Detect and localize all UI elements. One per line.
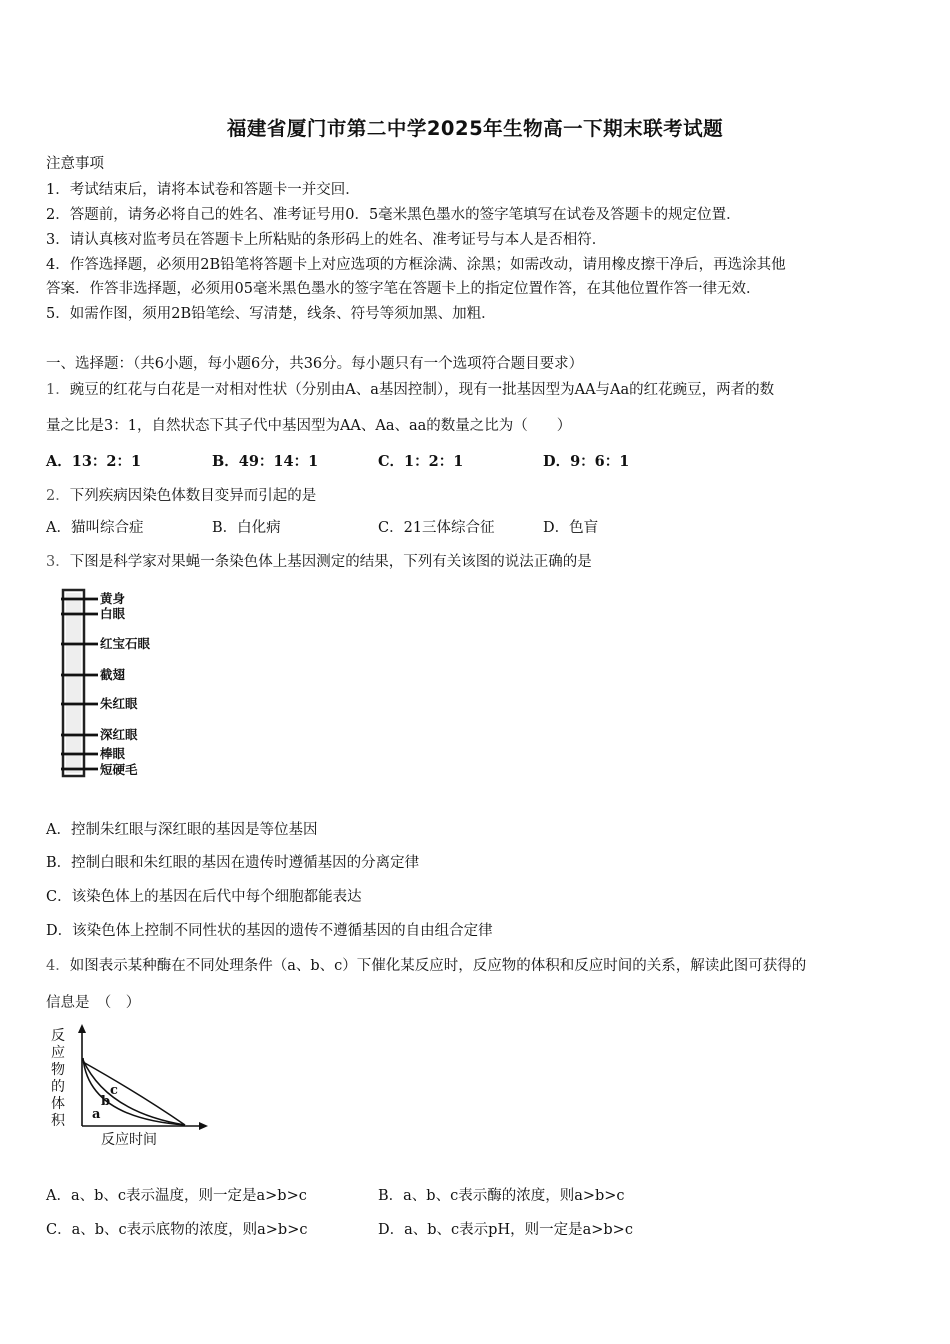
notice-heading: 注意事项: [46, 156, 104, 172]
y-axis-arrow-icon: [78, 1024, 86, 1033]
q2-option-d[interactable]: D．色盲: [543, 520, 599, 536]
gene-label: 截翅: [100, 667, 126, 682]
q4-option-c[interactable]: C．a、b、c表示底物的浓度，则a>b>c: [46, 1222, 308, 1238]
q3-option-b[interactable]: B．控制白眼和朱红眼的基因在遗传时遵循基因的分离定律: [46, 855, 420, 871]
y-axis-label-char: 积: [51, 1113, 65, 1129]
y-axis-label-char: 应: [51, 1045, 65, 1061]
section-heading: 一、选择题：（共6小题，每小题6分，共36分。每小题只有一个选项符合题目要求）: [46, 356, 584, 372]
q3-option-d[interactable]: D．该染色体上控制不同性状的基因的遗传不遵循基因的自由组合定律: [46, 923, 493, 939]
question-text: 下图是科学家对果蝇一条染色体上基因测定的结果，下列有关该图的说法正确的是: [69, 554, 592, 570]
q3-option-a[interactable]: A．控制朱红眼与深红眼的基因是等位基因: [46, 822, 318, 838]
curve-label-a: a: [92, 1107, 101, 1122]
chromosome-figure: [55, 585, 185, 780]
notice-line-5: 答案．作答非选择题，必须用05毫米黑色墨水的签字笔在答题卡上的指定位置作答，在其他位置作答一律无效．: [46, 281, 761, 297]
gene-label: 短硬毛: [100, 762, 138, 777]
y-axis-label-char: 的: [51, 1079, 65, 1095]
question-number: 2．: [46, 488, 70, 504]
question-number: 4．: [46, 958, 70, 974]
enzyme-reaction-graph: [45, 1022, 215, 1152]
y-axis-label-char: 物: [51, 1062, 65, 1078]
notice-line-4: 4．作答选择题，必须用2B铅笔将答题卡上对应选项的方框涂满、涂黑；如需改动，请用橡皮擦干净后，再选涂其他: [46, 257, 786, 273]
y-axis-label-char: 反: [51, 1028, 65, 1044]
question-3: [46, 550, 592, 571]
y-axis-label-char: 体: [51, 1096, 65, 1112]
question-4-line-2: 信息是 （ ）: [46, 995, 141, 1011]
q4-option-a[interactable]: A．a、b、c表示温度，则一定是a>b>c: [46, 1188, 307, 1204]
gene-label: 黄身: [100, 591, 126, 606]
gene-label: 朱红眼: [100, 696, 138, 711]
notice-line-6: 5．如需作图，须用2B铅笔绘、写清楚，线条、符号等须加黑、加粗．: [46, 306, 496, 322]
chromosome-body: [66, 593, 81, 773]
q1-option-c[interactable]: C．1：2：1: [378, 453, 464, 470]
q4-option-b[interactable]: B．a、b、c表示酶的浓度，则a>b>c: [378, 1188, 625, 1204]
q3-option-c[interactable]: C．该染色体上的基因在后代中每个细胞都能表达: [46, 889, 362, 905]
gene-label: 红宝石眼: [100, 636, 151, 651]
question-text: 豌豆的红花与白花是一对相对性状（分别由A、a基因控制），现有一批基因型为AA与Aa的红花豌豆，两者的数: [69, 382, 775, 398]
question-1: [46, 378, 774, 399]
gene-label: 深红眼: [100, 727, 138, 742]
gene-label: 白眼: [100, 606, 126, 621]
q1-option-a[interactable]: A．13：2：1: [46, 453, 142, 470]
q2-option-b[interactable]: B．白化病: [212, 520, 281, 536]
gene-label: 棒眼: [100, 746, 126, 761]
question-2: [46, 484, 316, 505]
question-text: 如图表示某种酶在不同处理条件（a、b、c）下催化某反应时，反应物的体积和反应时间的关系，解读此图可获得的: [69, 958, 807, 974]
question-number: 1．: [46, 382, 70, 398]
curve-label-b: b: [101, 1094, 111, 1109]
x-axis-arrow-icon: [199, 1122, 208, 1130]
x-axis-label: 反应时间: [101, 1132, 157, 1148]
question-4: [46, 954, 806, 975]
question-text: 下列疾病因染色体数目变异而引起的是: [69, 488, 317, 504]
q2-option-a[interactable]: A．猫叫综合症: [46, 520, 144, 536]
notice-line-3: 3．请认真核对监考员在答题卡上所粘贴的条形码上的姓名、准考证号与本人是否相符．: [46, 232, 607, 248]
question-1-line-2: 量之比是3：1，自然状态下其子代中基因型为AA、Aa、aa的数量之比为（ ）: [46, 418, 572, 434]
notice-line-2: 2．答题前，请务必将自己的姓名、准考证号用0．5毫米黑色墨水的签字笔填写在试卷及答题卡的规定位置．: [46, 207, 741, 223]
q1-option-b[interactable]: B．49：14：1: [212, 453, 319, 470]
notice-line-1: 1．考试结束后，请将本试卷和答题卡一并交回．: [46, 182, 360, 198]
question-number: 3．: [46, 554, 70, 570]
q1-option-d[interactable]: D．9：6：1: [543, 453, 630, 470]
page-title: 福建省厦门市第二中学2025年生物高一下期末联考试题: [226, 117, 724, 140]
q2-option-c[interactable]: C．21三体综合征: [378, 520, 495, 536]
curve-label-c: c: [110, 1083, 118, 1098]
q4-option-d[interactable]: D．a、b、c表示pH，则一定是a>b>c: [378, 1222, 633, 1238]
